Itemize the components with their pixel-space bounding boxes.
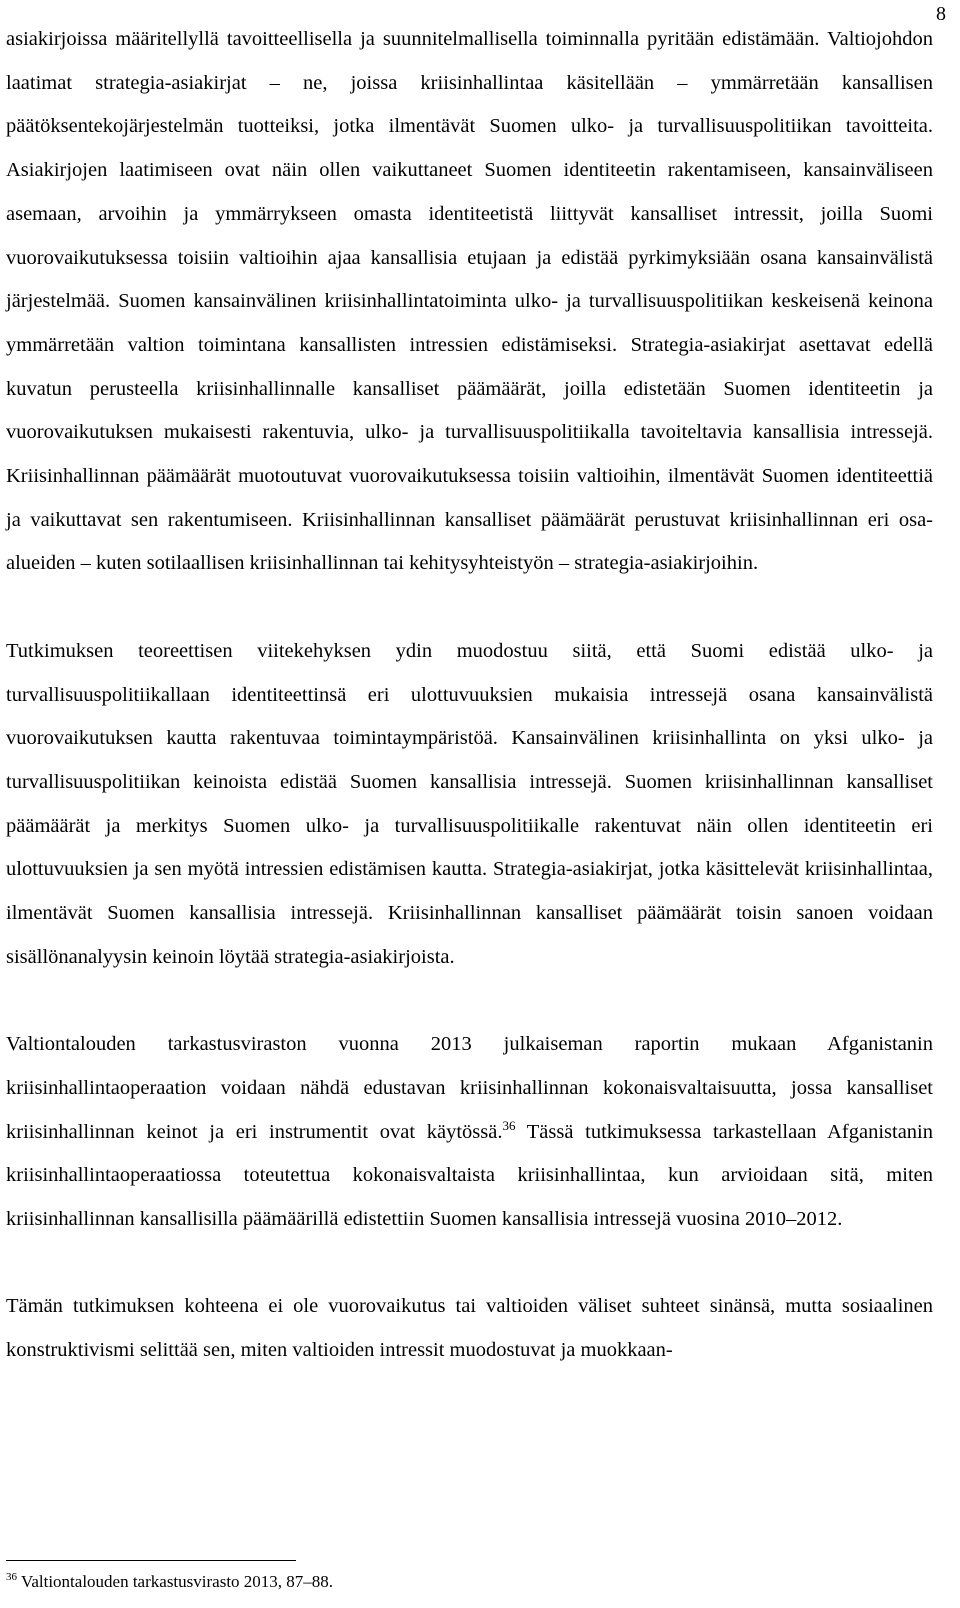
paragraph-3-text-after-note: Tässä tutkimuksessa tarkastellaan Afganistanin kriisinhallintaoperaatiossa toteutettua kokonaisvaltaista kriisinhallintaa, kun arvioidaan sitä, miten kriisinhallinnan kansallisilla päämäärillä edistettiin Suomen kansallisia intressejä vuosina 2010–2012. [6,1120,933,1230]
footnote-number: 36 [6,1571,17,1583]
paragraph-4: Tämän tutkimuksen kohteena ei ole vuorovaikutus tai valtioiden väliset suhteet sinänsä, mutta sosiaalinen konstruktivismi selittää sen, miten valtioiden intressit muodostuvat ja muokkaan- [6,1295,933,1362]
footnote [6,1571,933,1593]
body-text [6,18,933,1373]
footnote-text: Valtiontalouden tarkastusvirasto 2013, 87–88. [17,1572,334,1591]
paragraph-3 [6,1023,933,1242]
footnote-divider [6,1560,296,1561]
paragraph-3-text-before-note: Valtiontalouden tarkastusviraston vuonna 2013 julkaiseman raportin mukaan Afganistanin kriisinhallintaoperaation voidaan nähdä edustavan kriisinhallinnan kokonaisvaltaisuutta, jossa kansalliset kriisinhallinnan keinot ja eri instrumentit ovat käytössä. [6,1033,933,1143]
paragraph-2: Tutkimuksen teoreettisen viitekehyksen ydin muodostuu siitä, että Suomi edistää ulko- ja turvallisuuspolitiikallaan identiteettinsä eri ulottuvuuksien mukaisia intressejä osana kansainvälistä vuorovaikutuksen kautta rakentuvaa toimintaympäristöä. Kansainvälinen kriisinhallinta on yksi ulko- ja turvallisuuspolitiikan keinoista edistää Suomen kansallisia intressejä. Suomen kriisinhallinnan kansalliset päämäärät ja merkitys Suomen ulko- ja turvallisuuspolitiikalle rakentuvat näin ollen identiteetin eri ulottuvuuksien ja sen myötä intressien edistämisen kautta. Strategia-asiakirjat, jotka käsittelevät kriisinhallintaa, ilmentävät Suomen kansallisia intressejä. Kriisinhallinnan kansalliset päämäärät toisin sanoen voidaan sisällönanalyysin keinoin löytää strategia-asiakirjoista. [6,639,933,968]
page-number: 8 [936,3,946,25]
footnote-reference[interactable]: 36 [502,1117,516,1133]
paragraph-1: asiakirjoissa määritellyllä tavoitteellisella ja suunnitelmallisella toiminnalla pyritään edistämään. Valtiojohdon laatimat strategia-asiakirjat – ne, joissa kriisinhallintaa käsitellään – ymmärretään kansallisen päätöksentekojärjestelmän tuotteiksi, jotka ilmentävät Suomen ulko- ja turvallisuuspolitiikan tavoitteita. Asiakirjojen laatimiseen ovat näin ollen vaikuttaneet Suomen identiteetin rakentamiseen, kansainväliseen asemaan, arvoihin ja ymmärrykseen omasta identiteetistä liittyvät kansalliset intressit, joilla Suomi vuorovaikutuksessa toisiin valtioihin ajaa kansallisia etujaan ja edistää pyrkimyksiään osana kansainvälistä järjestelmää. Suomen kansainvälinen kriisinhallintatoiminta ulko- ja turvallisuuspolitiikan keskeisenä keinona ymmärretään valtion toimintana kansallisten intressien edistämiseksi. Strategia-asiakirjat asettavat edellä kuvatun perusteella kriisinhallinnalle kansalliset päämäärät, joilla edistetään Suomen identiteetin ja vuorovaikutuksen mukaisesti rakentuvia, ulko- ja turvallisuuspolitiikalla tavoiteltavia kansallisia intressejä. Kriisinhallinnan päämäärät muotoutuvat vuorovaikutuksessa toisiin valtioihin, ilmentävät Suomen identiteettiä ja vaikuttavat sen rakentumiseen. Kriisinhallinnan kansalliset päämäärät perustuvat kriisinhallinnan eri osa-alueiden – kuten sotilaallisen kriisinhallinnan tai kehitysyhteistyön – strategia-asiakirjoihin. [6,28,933,575]
